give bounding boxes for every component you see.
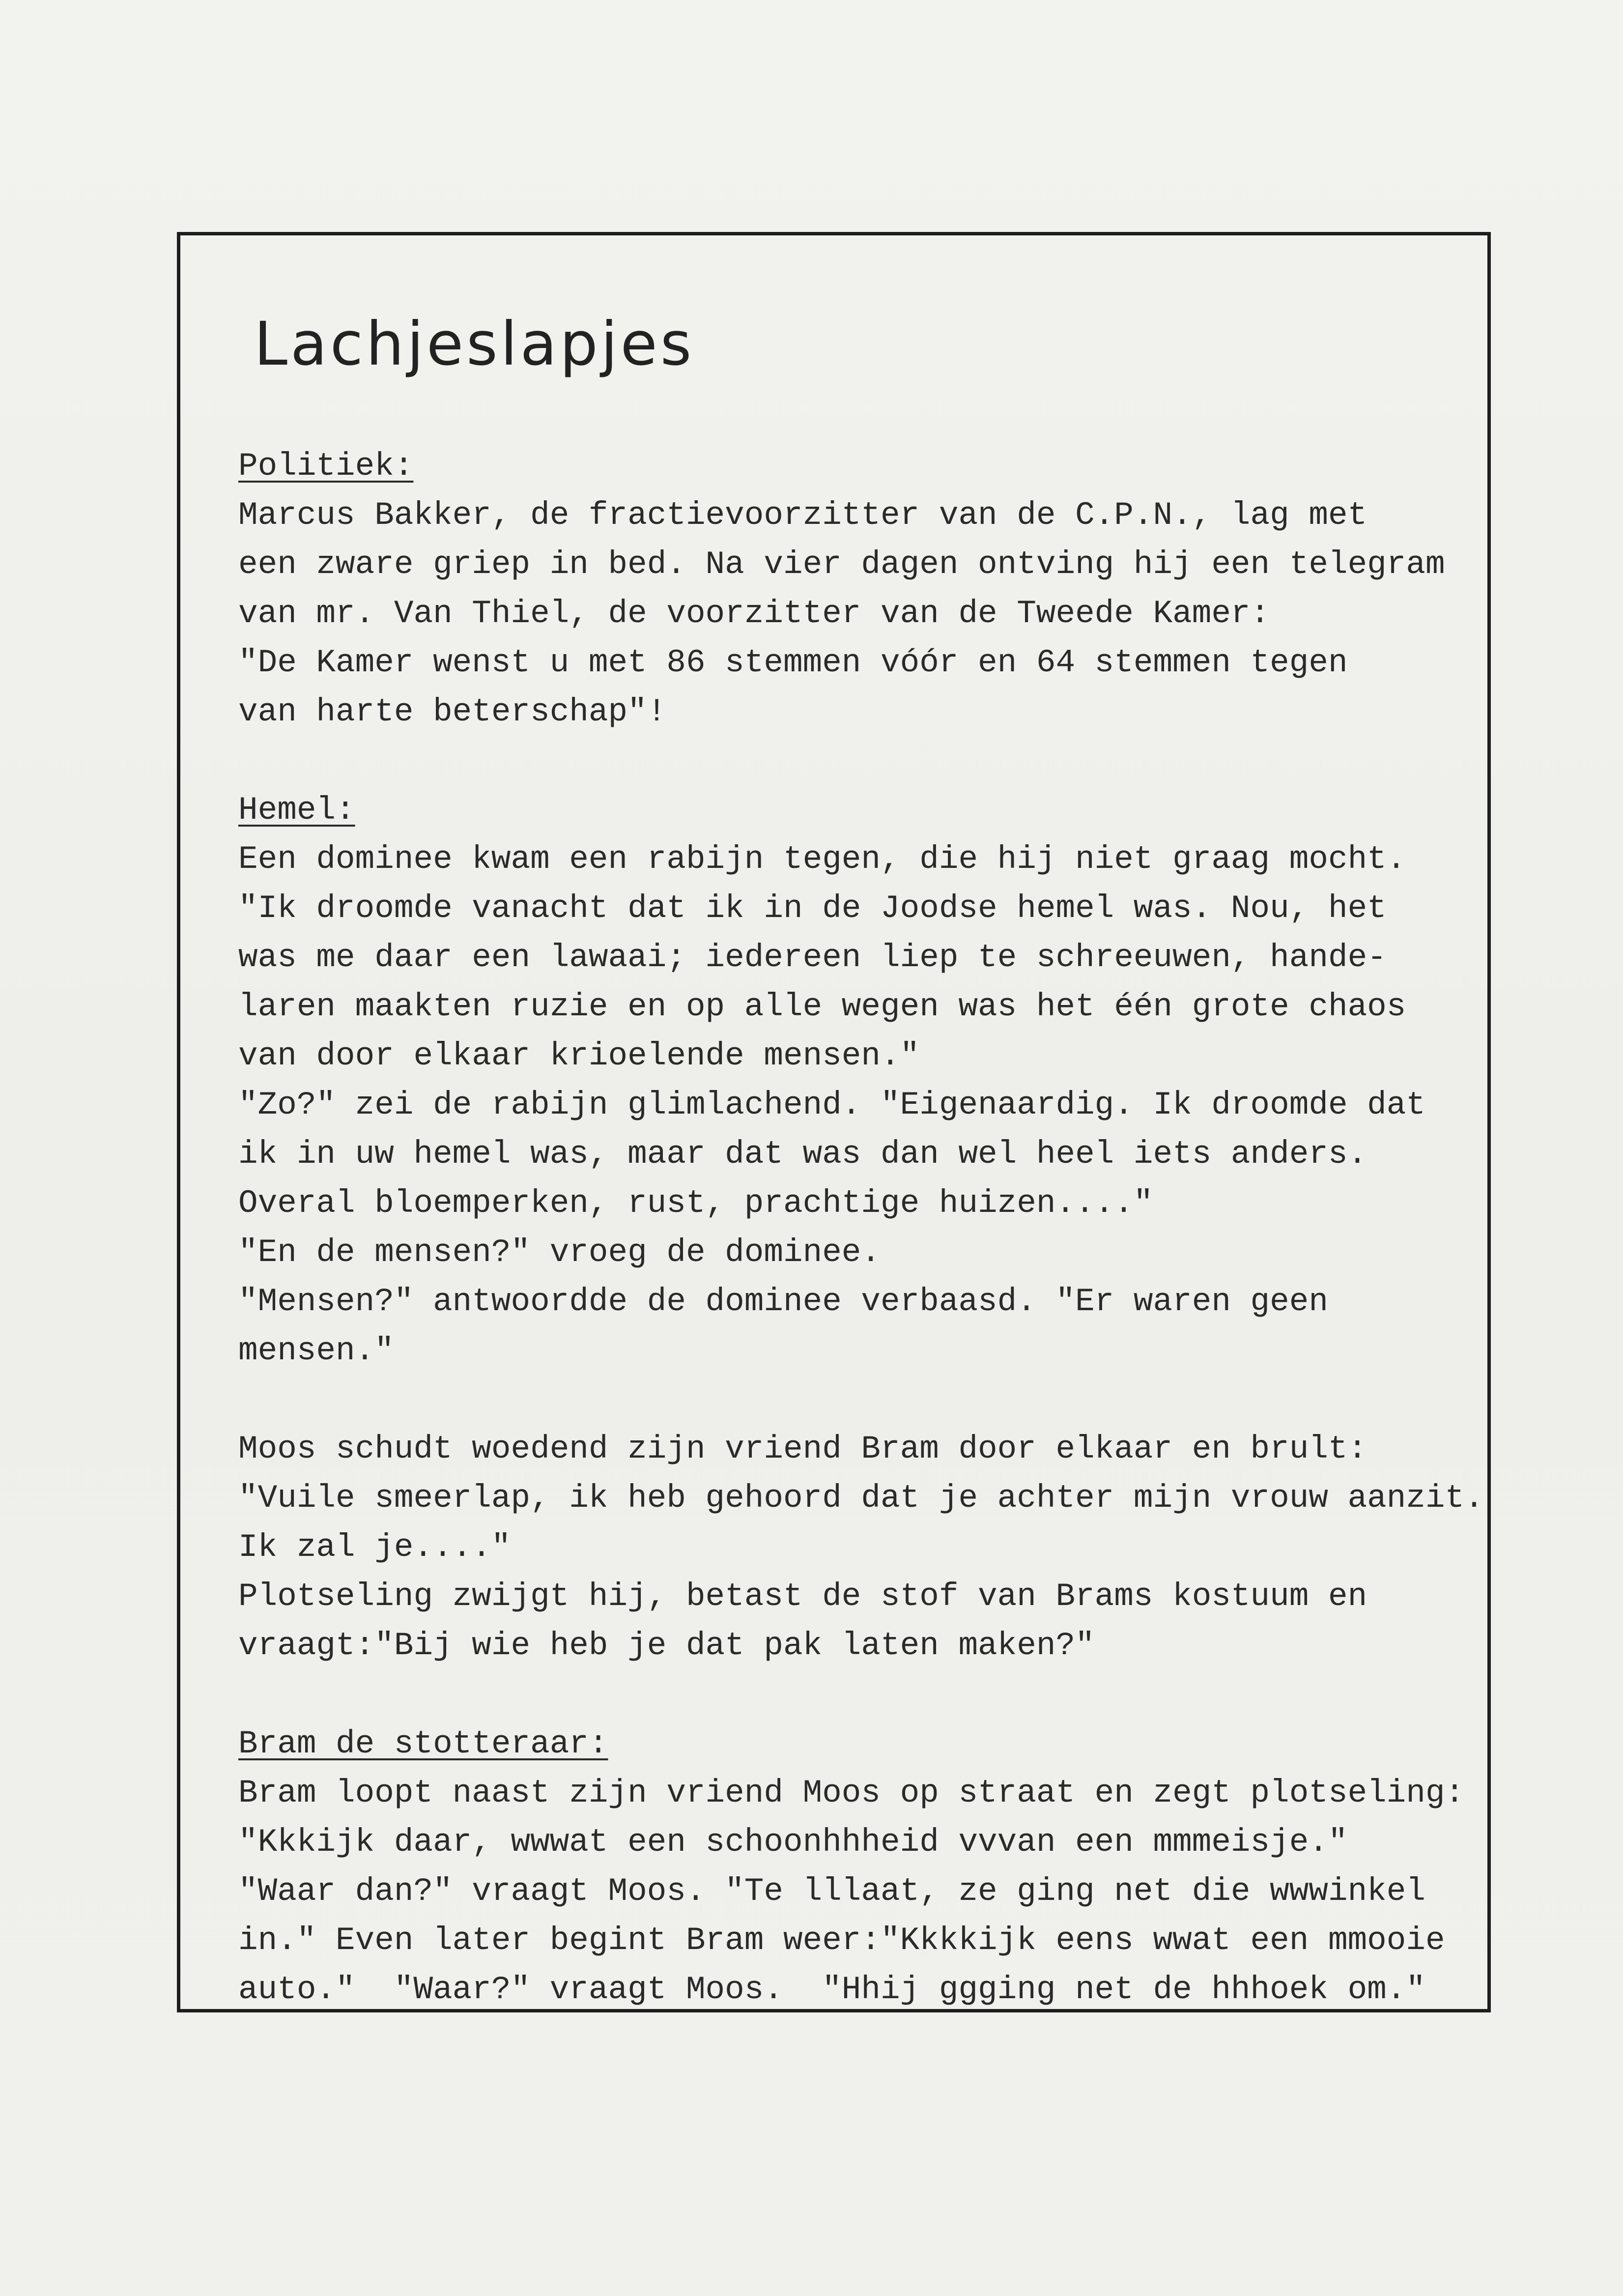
section-heading-bram: Bram de stotteraar:: [238, 1725, 608, 1762]
text-line: ik in uw hemel was, maar dat was dan wel heel iets anders.: [238, 1136, 1367, 1173]
text-line: Bram loopt naast zijn vriend Moos op straat en zegt plotseling:: [238, 1775, 1465, 1811]
paragraph-gap: [238, 1376, 1486, 1425]
text-line: "Ik droomde vanacht dat ik in de Joodse hemel was. Nou, het: [238, 890, 1387, 927]
text-line: was me daar een lawaai; iedereen liep te schreeuwen, hande-: [238, 939, 1387, 976]
text-line: van harte beterschap"!: [238, 693, 667, 730]
text-line: vraagt:"Bij wie heb je dat pak laten maken?": [238, 1627, 1095, 1664]
page-title: Lachjeslapjes: [254, 309, 695, 379]
text-line: mensen.": [238, 1332, 394, 1369]
article-body: [238, 442, 1486, 2012]
paragraph-gap: [238, 1670, 1486, 1720]
text-line: Ik zal je....": [238, 1529, 511, 1566]
text-line: Overal bloemperken, rust, prachtige huizen....": [238, 1185, 1153, 1222]
text-line: een zware griep in bed. Na vier dagen ontving hij een telegram: [238, 546, 1445, 583]
text-line: van mr. Van Thiel, de voorzitter van de Tweede Kamer:: [238, 595, 1270, 632]
text-line: Moos schudt woedend zijn vriend Bram door elkaar en brult:: [238, 1431, 1367, 1467]
section-heading-hemel: Hemel:: [238, 792, 355, 829]
text-line: in." Even later begint Bram weer:"Kkkkijk eens wwat een mmooie: [238, 1922, 1445, 1959]
paragraph-gap: [238, 737, 1486, 786]
text-line: van door elkaar krioelende mensen.": [238, 1037, 920, 1074]
article-frame: [177, 232, 1491, 2012]
text-line: laren maakten ruzie en op alle wegen was het één grote chaos: [238, 988, 1406, 1025]
text-line: auto." "Waar?" vraagt Moos. "Hhij ggging net de hhhoek om.": [238, 1971, 1425, 2008]
text-line: Een dominee kwam een rabijn tegen, die hij niet graag mocht.: [238, 841, 1406, 878]
text-line: "Zo?" zei de rabijn glimlachend. "Eigenaardig. Ik droomde dat: [238, 1087, 1425, 1123]
section-heading-politiek: Politiek:: [238, 448, 414, 485]
text-line: "De Kamer wenst u met 86 stemmen vóór en 64 stemmen tegen: [238, 644, 1348, 681]
text-line: "Kkkijk daar, wwwat een schoonhhheid vvvan een mmmeisje.": [238, 1824, 1348, 1861]
text-line: "Mensen?" antwoordde de dominee verbaasd. "Er waren geen: [238, 1283, 1328, 1320]
text-line: Marcus Bakker, de fractievoorzitter van de C.P.N., lag met: [238, 497, 1367, 534]
text-line: Plotseling zwijgt hij, betast de stof van Brams kostuum en: [238, 1578, 1367, 1615]
text-line: "Waar dan?" vraagt Moos. "Te lllaat, ze ging net die wwwinkel: [238, 1873, 1425, 1910]
text-line: "En de mensen?" vroeg de dominee.: [238, 1234, 881, 1271]
text-line: "Vuile smeerlap, ik heb gehoord dat je achter mijn vrouw aanzit.: [238, 1480, 1484, 1517]
